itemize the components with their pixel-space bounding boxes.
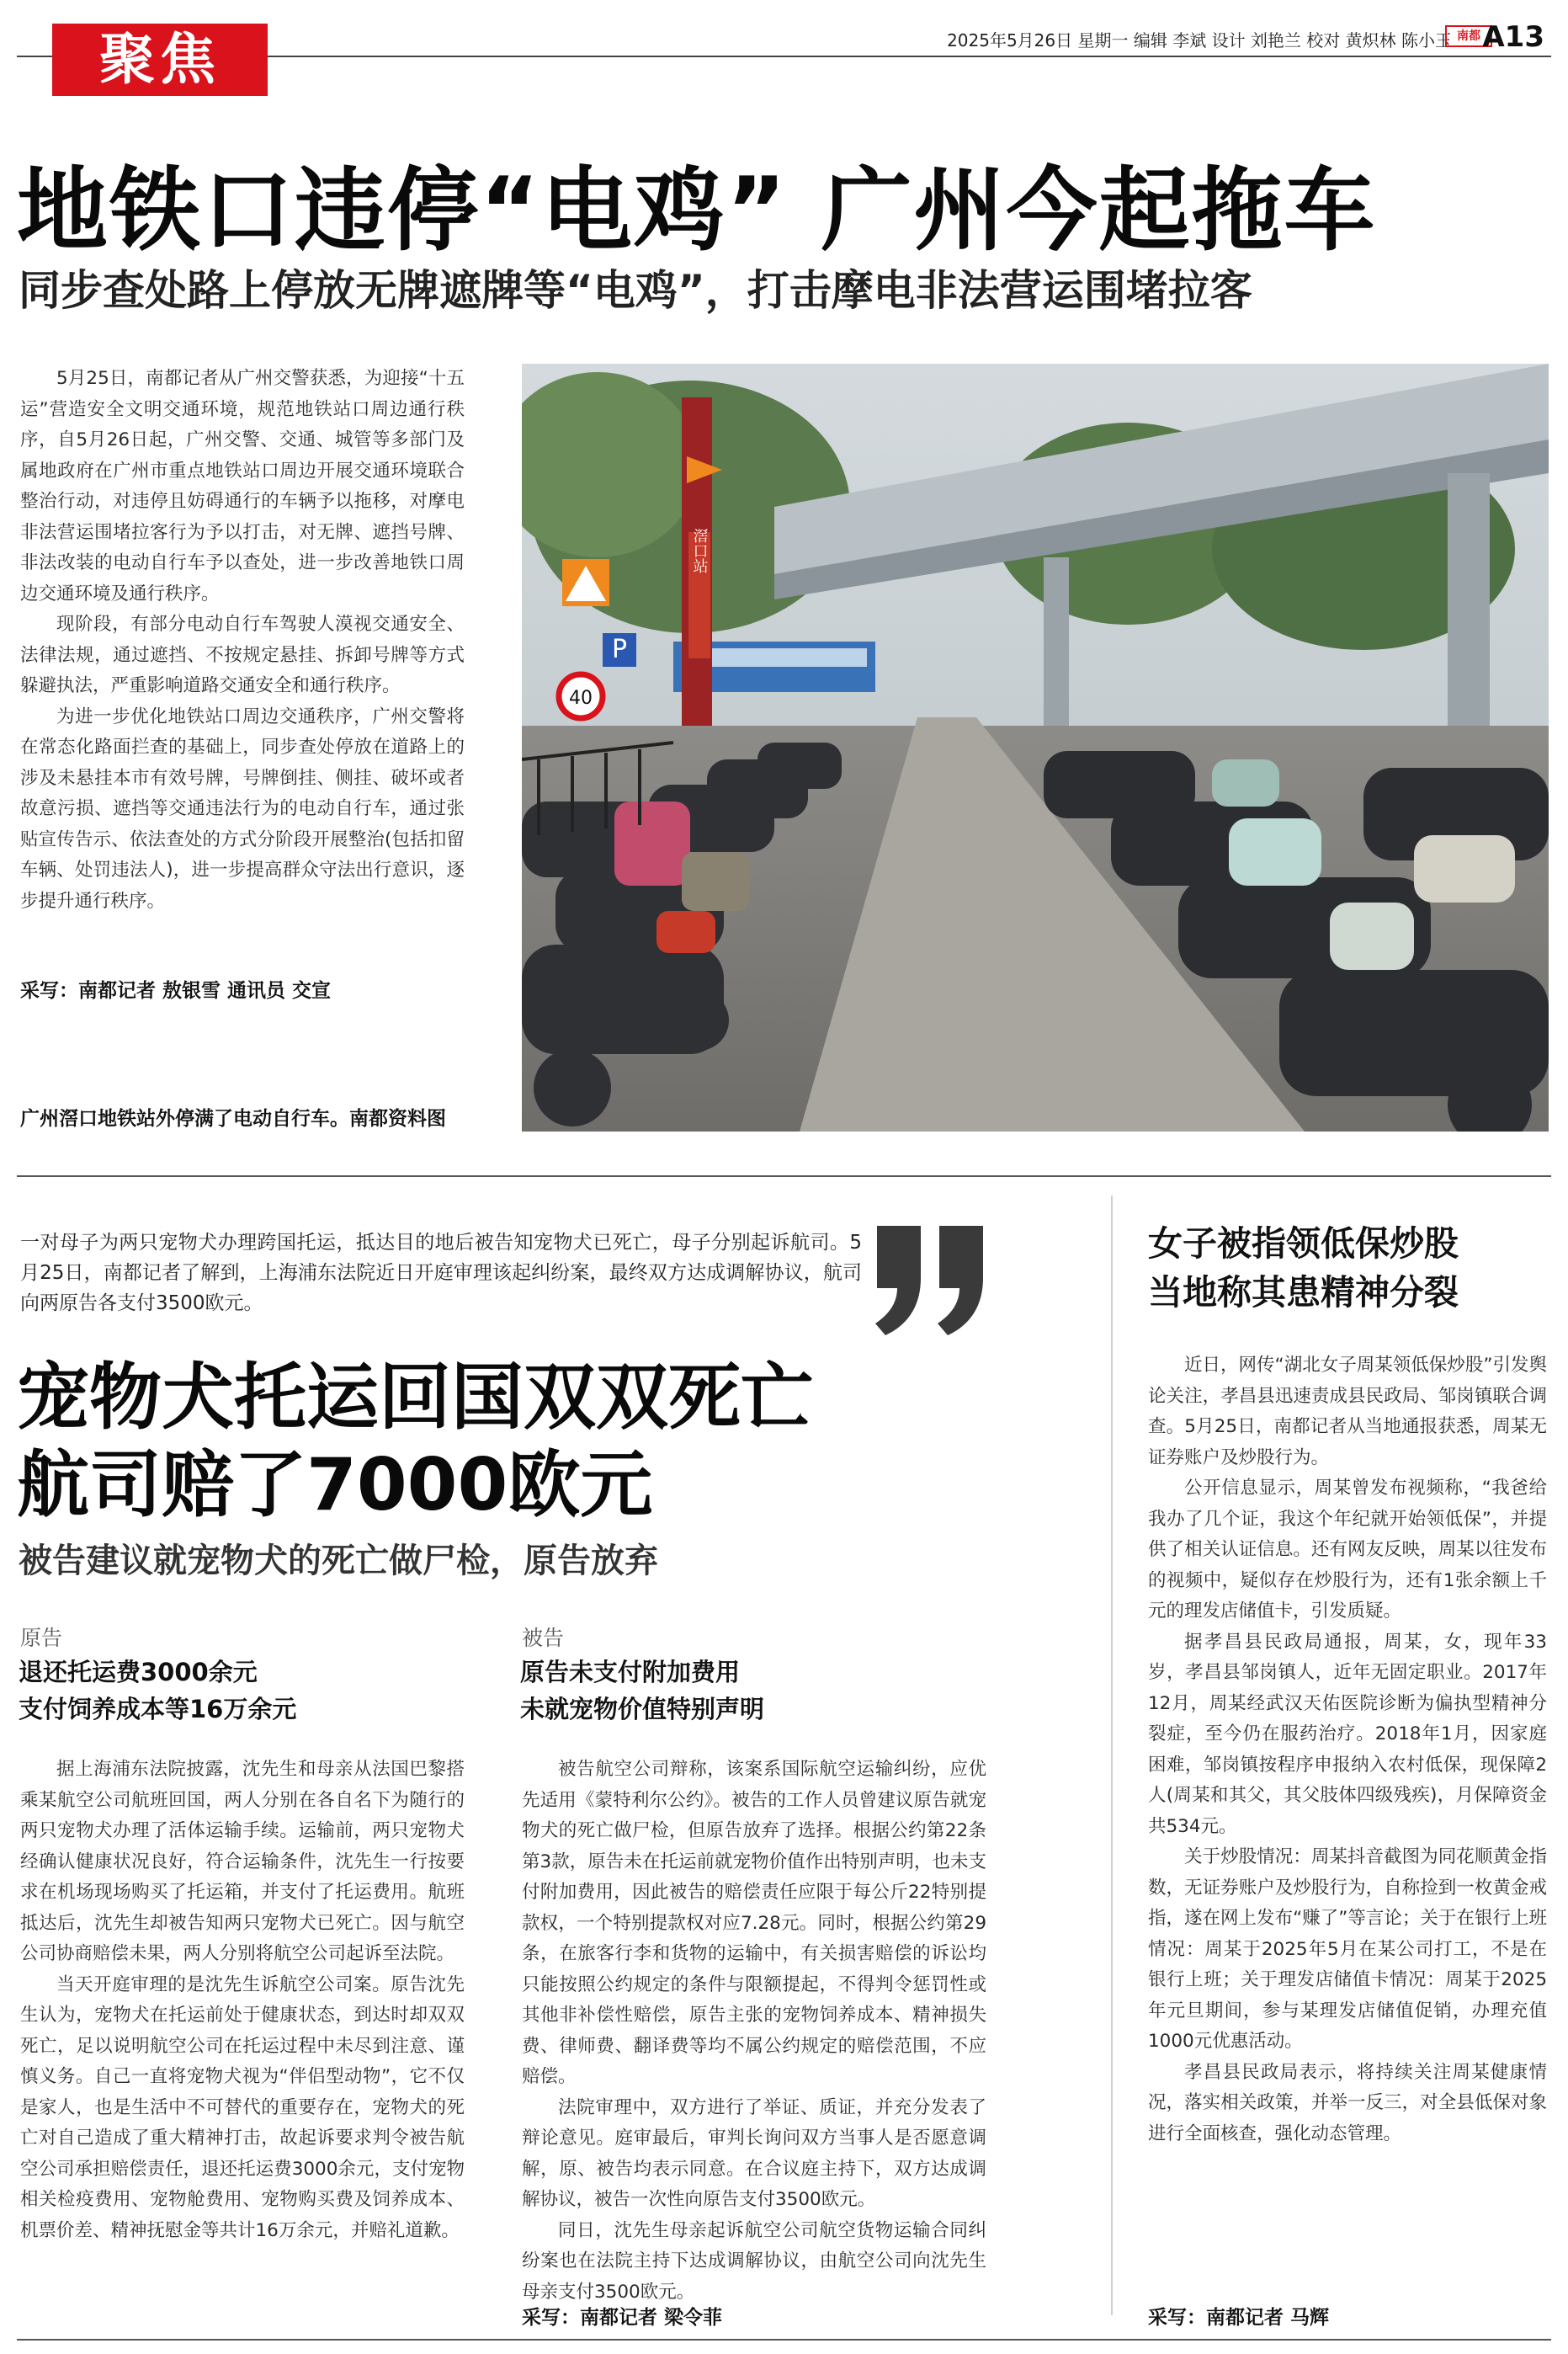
plaintiff-claim: 支付饲养成本等16万余元 [19, 1695, 297, 1723]
story3-headline [1148, 1219, 1552, 1317]
newspaper-logo: 南都 [1445, 25, 1492, 47]
story1-paragraph: 5月25日，南都记者从广州交警获悉，为迎接“十五运”营造安全文明交通环境，规范地铁站口周边通行秩序，自5月26日起，广州交警、交通、城管等多部门及属地政府在广州市重点地铁站口周边开展交通环境联合整治行动，对违停且妨碍通行的车辆予以拖移，对摩电非法营运围堵拉客行为予以打击，对无牌、遮挡号牌、非法改装的电动自行车予以查处，进一步改善地铁口周边交通环境及通行秩序。 [20, 368, 465, 604]
story3-paragraph: 公开信息显示，周某曾发布视频称，“我爸给我办了几个证，我这个年纪就开始领低保”，并提供了相关认证信息。还有网友反映，周某以往发布的视频中，疑似存在炒股行为，还有1张余额上千元的理发店储值卡，引发质疑。 [1148, 1478, 1547, 1622]
story2-headline [17, 1354, 1069, 1529]
station-sign-text: 滘口站 [690, 528, 709, 573]
parking-sign-text: P [611, 635, 628, 664]
bottom-rule [17, 2339, 1551, 2341]
story1-body [20, 364, 465, 917]
plaintiff-claims [19, 1654, 296, 1728]
page-number: A13 [1482, 20, 1544, 54]
story2-left-column [20, 1755, 465, 2246]
section-badge: 聚焦 [52, 24, 268, 96]
story2-subhead: 被告建议就宠物犬的死亡做尸检，原告放弃 [19, 1542, 658, 1580]
story2-headline-line2: 航司赔了7000欧元 [17, 1443, 653, 1527]
story3-paragraph: 关于炒股情况：周某抖音截图为同花顺黄金指数，无证券账户及炒股行为，自称捡到一枚黄金戒指，遂在网上发布“赚了”等言论；关于在银行上班情况：周某于2025年5月在某公司打工，不是在银行上班；关于理发店储值卡情况：周某于2025年元旦期间，参与某理发店储值促销，办理充值1000元优惠活动。 [1148, 1846, 1547, 2052]
column-divider [1111, 1196, 1113, 2315]
story3-paragraph: 孝昌县民政局表示，将持续关注周某健康情况，落实相关政策，并举一反三，对全县低保对象进行全面核查，强化动态管理。 [1148, 2061, 1547, 2144]
section-divider [17, 1175, 1551, 1177]
quote-mark-icon [867, 1226, 993, 1335]
story2-paragraph: 同日，沈先生母亲起诉航空公司航空货物运输合同纠纷案也在法院主持下达成调解协议，由航空公司向沈先生母亲支付3500欧元。 [522, 2219, 986, 2303]
story3-byline: 采写：南都记者 马辉 [1148, 2307, 1330, 2329]
header-meta: 2025年5月26日 星期一 编辑 李斌 设计 刘艳兰 校对 黄炽林 陈小玉 [947, 30, 1452, 51]
story2-headline-line1: 宠物犬托运回国双双死亡 [17, 1355, 813, 1440]
story2-paragraph: 当天开庭审理的是沈先生诉航空公司案。原告沈先生认为，宠物犬在托运前处于健康状态，到达时却双双死亡，足以说明航空公司在托运过程中未尽到注意、谨慎义务。自己一直将宠物犬视为“伴侣型动物”，它不仅是家人，也是生活中不可替代的重要存在，宠物犬的死亡对自己造成了重大精神打击，故起诉要求判令被告航空公司承担赔偿责任，退还托运费3000余元，支付宠物相关检疫费用、宠物舱费用、宠物购买费及饲养成本、机票价差、精神抚慰金等共计16万余元，并赔礼道歉。 [20, 1973, 465, 2241]
plaintiff-claim: 退还托运费3000余元 [19, 1658, 258, 1686]
story3-headline-line1: 女子被指领低保炒股 [1148, 1223, 1459, 1264]
story1-paragraph: 现阶段，有部分电动自行车驾驶人漠视交通安全、法律法规，通过遮挡、不按规定悬挂、拆卸号牌等方式躲避执法，严重影响道路交通安全和通行秩序。 [20, 614, 465, 696]
story3-paragraph: 据孝昌县民政局通报，周某，女，现年33岁，孝昌县邹岗镇人，近年无固定职业。2017年12月，周某经武汉天佑医院诊断为偏执型精神分裂症，至今仍在服药治疗。2018年1月，因家庭困难，邹岗镇按程序申报纳入农村低保，现保障2人(周某和其父，其父肢体四级残疾)，月保障资金共534元。 [1148, 1631, 1547, 1837]
story3-headline-line2: 当地称其患精神分裂 [1148, 1272, 1459, 1313]
defendant-title: 被告 [522, 1626, 565, 1650]
defendant-claims [520, 1654, 764, 1728]
story1-byline: 采写：南都记者 敖银雪 通讯员 交宣 [20, 980, 332, 1002]
story2-paragraph: 法院审理中，双方进行了举证、质证，并充分发表了辩论意见。庭审最后，审判长询问双方当事人是否愿意调解，原、被告均表示同意。在合议庭主持下，双方达成调解协议，被告一次性向原告支付3500欧元。 [522, 2096, 986, 2210]
scooter-parking-illustration [522, 364, 1549, 1132]
story2-byline: 采写：南都记者 梁令菲 [522, 2307, 723, 2329]
story3-paragraph: 近日，网传“湖北女子周某领低保炒股”引发舆论关注，孝昌县迅速责成县民政局、邹岗镇联合调查。5月25日，南都记者从当地通报获悉，周某无证券账户及炒股行为。 [1148, 1355, 1547, 1468]
story2-intro: 一对母子为两只宠物犬办理跨国托运，抵达目的地后被告知宠物犬已死亡，母子分别起诉航司。5月25日，南都记者了解到，上海浦东法院近日开庭审理该起纠纷案，最终双方达成调解协议，航司向两原告各支付3500欧元。 [20, 1232, 862, 1314]
photo-caption: 广州滘口地铁站外停满了电动自行车。南都资料图 [20, 1108, 446, 1130]
metro-station-photo [522, 364, 1549, 1132]
defendant-claim: 原告未支付附加费用 [520, 1658, 741, 1686]
story1-paragraph: 为进一步优化地铁站口周边交通秩序，广州交警将在常态化路面拦查的基础上，同步查处停放在道路上的涉及未悬挂本市有效号牌，号牌倒挂、侧挂、破坏或者故意污损、遮挡等交通违法行为的电动自行车，通过张贴宣传告示、依法查处的方式分阶段开展整治(包括扣留车辆、处罚违法人)，进一步提高群众守法出行意识，逐步提升通行秩序。 [20, 706, 465, 912]
story2-paragraph: 被告航空公司辩称，该案系国际航空运输纠纷，应优先适用《蒙特利尔公约》。被告的工作人员曾建议原告就宠物犬的死亡做尸检，但原告放弃了选择。根据公约第22条第3款，原告未在托运前就宠物价值作出特别声明，也未支付附加费用，因此被告的赔偿责任应限于每公斤22特别提款权，一个特别提款权对应7.28元。同时，根据公约第29条，在旅客行李和货物的运输中，有关损害赔偿的诉讼均只能按照公约规定的条件与限额提起，不得判令惩罚性或其他非补偿性赔偿，原告主张的宠物饲养成本、精神损失费、律师费、翻译费等均不属公约规定的赔偿范围，不应赔偿。 [522, 1759, 986, 2087]
speed-sign-text: 40 [569, 688, 593, 709]
story2-right-column [522, 1755, 986, 2308]
plaintiff-title: 原告 [20, 1626, 63, 1650]
story1-headline: 地铁口违停“电鸡” 广州今起拖车 [17, 158, 1377, 264]
defendant-claim: 未就宠物价值特别声明 [520, 1695, 765, 1723]
story3-body [1148, 1350, 1547, 2149]
story2-paragraph: 据上海浦东法院披露，沈先生和母亲从法国巴黎搭乘某航空公司航班回国，两人分别在各自名下为随行的两只宠物犬办理了活体运输手续。运输前，两只宠物犬经确认健康状况良好，符合运输条件，沈先生一行按要求在机场现场购买了托运箱，并支付了托运费用。航班抵达后，沈先生却被告知两只宠物犬已死亡。因与航空公司协商赔偿未果，两人分别将航空公司起诉至法院。 [20, 1759, 465, 1964]
story1-subhead: 同步查处路上停放无牌遮牌等“电鸡”，打击摩电非法营运围堵拉客 [19, 266, 1252, 315]
